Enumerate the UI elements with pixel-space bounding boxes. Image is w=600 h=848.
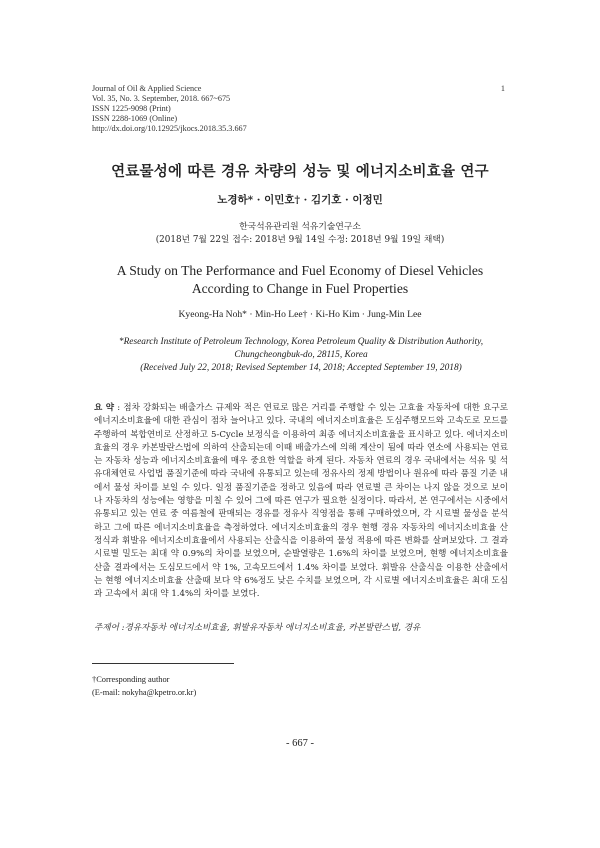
issn-online: ISSN 2288-1069 (Online): [92, 114, 178, 123]
authors-english: Kyeong-Ha Noh* · Min-Ho Lee† · Ki-Ho Kim · Jung-Min Lee: [178, 309, 422, 320]
affiliation-english-line1: *Research Institute of Petroleum Technology, Korea Petroleum Quality & Distribution Authority,: [118, 337, 484, 347]
abstract-label: 요 약: [94, 403, 115, 413]
title-english: [0, 262, 600, 298]
footnote: [92, 674, 196, 699]
title-korean: 연료물성에 따른 경유 차량의 성능 및 에너지소비효율 연구: [111, 163, 489, 180]
affiliation-english: [96, 336, 506, 375]
affiliation-korean-name: 한국석유관리원 석유기술연구소: [239, 222, 361, 232]
affiliation-korean: [0, 221, 600, 247]
footnote-corresponding: †Corresponding author: [92, 675, 170, 684]
footnote-email: (E-mail: nokyha@kpetro.or.kr): [92, 687, 197, 697]
dates-korean: (2018년 7월 22일 접수: 2018년 9월 14일 수정: 2018년 9월 19일 채택): [155, 235, 445, 245]
page-number: - 667 -: [286, 738, 314, 749]
dates-english: (Received July 22, 2018; Revised September 14, 2018; Accepted September 19, 2018): [140, 363, 462, 373]
doi-link[interactable]: http://dx.doi.org/10.12925/jkocs.2018.35.3.667: [92, 124, 247, 133]
journal-volume: Vol. 35, No. 3. September, 2018. 667~675: [92, 94, 231, 103]
keywords: 주제어 :경유자동차 에너지소비효율, 휘발유자동차 에너지소비효율, 카본발란스법, 경유: [94, 623, 421, 633]
journal-meta: [92, 84, 247, 134]
title-english-line1: A Study on The Performance and Fuel Economy of Diesel Vehicles: [116, 263, 484, 278]
affiliation-english-line2: Chungcheongbuk-do, 28115, Korea: [234, 350, 368, 360]
authors-korean: 노경하* · 이민호† · 김기호 · 이정민: [217, 194, 383, 206]
issn-print: ISSN 1225-9098 (Print): [92, 104, 171, 113]
corner-page-number: 1: [500, 84, 505, 93]
title-english-line2: According to Change in Fuel Properties: [191, 281, 409, 296]
journal-name: Journal of Oil & Applied Science: [92, 84, 202, 93]
footnote-divider: [92, 663, 234, 664]
abstract: [94, 402, 508, 601]
abstract-text: : 점차 강화되는 배출가스 규제와 적은 연료로 많은 거리를 주행할 수 있는 고효율 자동차에 대한 요구로 에너지소비효율에 대한 관심이 점차 늘어나고 있다. 국내의 에너지소비효율은 도심주행모드와 고속도로 모드를 주행하여 복합연비로 산정하고 5-Cycle 보정식을 이용하여 최종 에너지소비효율을 표시하고 있다. 에너지소비효율의 경우 카본발란스법에 의하여 산출되는데 이때 배출가스에 의해 계산이 됨에 따라 연소에 사용되는 연료는 자동차 성능과 에너지소비효율에 매우 중요한 역할을 하게 된다. 자동차 연료의 경우 국내에서는 석유 및 석유대체연료 사업법 품질기준에 따라 국내에 유통되고 있는데 정유사의 정제 방법이나 원유에 따라 품질 기준 내에서 물성 차이를 보일 수 있다. 일정 품질기준을 정하고 있음에 따라 연료별 큰 차이는 나지 않을 것으로 보이나 자동차의 성능에는 영향을 미칠 수 있어 그에 따른 연구가 필요한 실정이다. 따라서, 본 연구에서는 시중에서 유통되고 있는 연료 중 여름철에 판매되는 경유를 정유사 직영점을 통해 구매하였으며, 각 시료별 물성을 분석하고 그에 따른 에너지소비효율을 측정하였다. 에너지소비효율의 경우 현행 경유 자동차의 에너지소비효율 산정식과 휘발유 에너지소비효율에서 사용되는 산출식을 이용하여 물성 적용에 따른 변화를 살펴보았다. 그 결과 시료별 밀도는 최대 약 0.9%의 차이를 보였으며, 순발열량은 1.6%의 차이를 보였으며, 현행 에너지소비효율 산출 결과에서는 도심모드에서 약 1%, 고속모드에서 1.4% 차이를 보였다. 휘발유 산출식을 이용한 산출에서는 현행 에너지소비효율 산출때 보다 약 6%정도 낮은 수치를 보였으며, 각 시료별 에너지소비효율은 최대 도심과 고속에서 최대 약 1.4%의 차이를 보였다.: [94, 403, 509, 600]
